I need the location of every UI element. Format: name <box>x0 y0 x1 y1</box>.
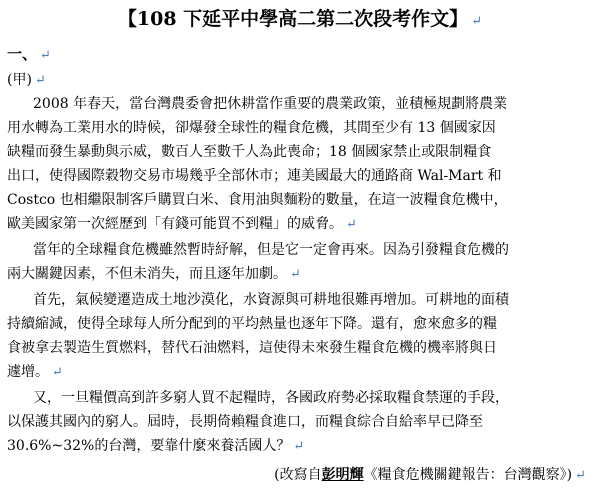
paragraph-mark-icon: ↵ <box>471 14 483 29</box>
exam-title-text: 【108 下延平中學高二第二次段考作文】 <box>117 8 469 30</box>
citation-work: 《糧食危機關鍵報告：台灣觀察》) <box>363 467 573 483</box>
text-line: 出口，使得國際穀物交易市場幾乎全部休市；連美國最大的通路商 Wal-Mart 和 <box>7 168 502 184</box>
text-line: 當年的全球糧食危機雖然暫時紓解，但是它一定會再來。因為引發糧食危機的 <box>33 242 509 258</box>
text-line: 30.6%~32%的台灣，要靠什麼來養活國人？ ↵ <box>7 438 305 454</box>
paragraph-mark-icon: ↵ <box>575 468 586 483</box>
text-line: 用水轉為工業用水的時候，卻爆發全球性的糧食危機，其間至少有 13 個國家因 <box>7 120 496 136</box>
text-line: 缺糧而發生暴動與示威，數百人至數千人為此喪命；18 個國家禁止或限制糧食 <box>7 144 492 160</box>
paragraph-mark-icon: ↵ <box>40 48 51 63</box>
citation-prefix: (改寫自 <box>274 467 322 483</box>
text-line: 首先，氣候變遷造成土地沙漠化，水資源與可耕地很難再增加。可耕地的面積 <box>33 292 509 308</box>
text-line: 以保護其國內的窮人。屆時，長期倚賴糧食進口，而糧食綜合自給率早已降至 <box>7 414 483 430</box>
text-line: 2008 年春天，當台灣農委會把休耕當作重要的農業政策，並積極規劃將農業 <box>33 96 508 112</box>
section-heading <box>7 44 51 66</box>
subsection-label: (甲) <box>7 72 32 88</box>
paragraph-mark-icon: ↵ <box>52 365 63 380</box>
text-line: 遽增。 ↵ <box>7 364 63 380</box>
source-citation <box>274 464 586 487</box>
text-line: 食被拿去製造生質燃料，替代石油燃料，這使得未來發生糧食危機的機率將與日 <box>7 340 497 356</box>
paragraph-mark-icon: ↵ <box>290 267 301 282</box>
citation-author: 彭明輝 <box>321 467 364 483</box>
paragraph-mark-icon: ↵ <box>293 439 305 454</box>
text-line: Costco 也相繼限制客戶購買白米、食用油與麵粉的數量，在這一波糧食危機中， <box>7 192 508 208</box>
paragraph-mark-icon: ↵ <box>34 73 46 88</box>
section-number: 一、 <box>7 45 38 63</box>
paragraph-mark-icon: ↵ <box>346 217 357 232</box>
text-line: 歐美國家第一次經歷到「有錢可能買不到糧」的威脅。 ↵ <box>7 216 357 232</box>
subsection-heading <box>7 70 46 91</box>
exam-title <box>0 6 600 35</box>
text-line: 持續縮減，使得全球每人所分配到的平均熱量也逐年下降。還有，愈來愈多的糧 <box>7 316 497 332</box>
text-line: 兩大關鍵因素，不但未消失，而且逐年加劇。 ↵ <box>7 266 301 282</box>
text-line: 又，一旦糧價高到許多窮人買不起糧時，各國政府勢必採取糧食禁運的手段， <box>33 390 509 406</box>
